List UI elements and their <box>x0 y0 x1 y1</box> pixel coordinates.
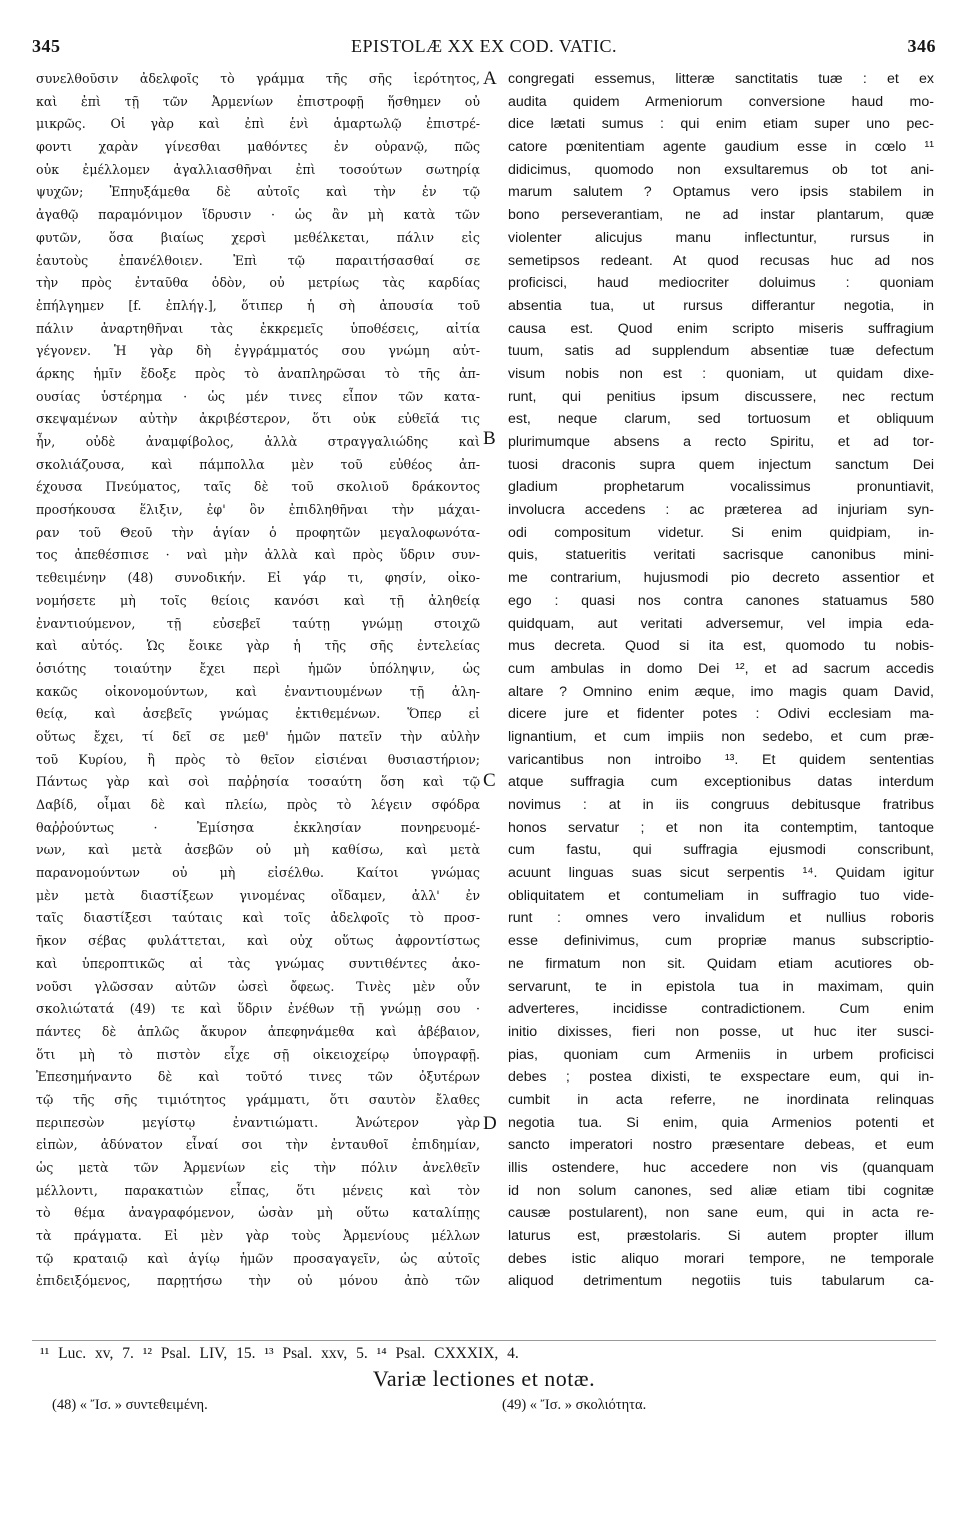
latin-text-line: ne firmatum non sit. Quidam etiam acutiores ob- <box>508 955 934 972</box>
latin-text-line: causæ postularent), non sane eum, qui in acta re- <box>508 1205 934 1222</box>
greek-text-line: θαῤῥούντως · Ἐμίσησα ἐκκλησίαν πονηρευομέ- <box>36 819 480 835</box>
latin-text-line: quis, statueritis veritati sacrisque canonibus mini- <box>508 547 934 564</box>
greek-text-line: τοῦ Κυρίου, ἢ πρὸς τὸ θεῖον εἰσιέναι θυσιαστήριον; <box>36 751 480 767</box>
greek-text-line: πάντες δὲ ἁπλῶς ἄκυρον ἀπεφηνάμεθα καὶ ἀβέβαιον, <box>36 1023 480 1039</box>
greek-text-line: άρκης ἡμῖν ἔδοξε πρὸς τὸ ἀναπληρῶσαι τὸ τῆς ἀπ- <box>36 365 480 381</box>
greek-text-line: φοντι χαρὰν γίνεσθαι μαθόντες ἐν οὐρανῷ, πῶς <box>36 139 480 155</box>
latin-text-line: mus decreta. Quod si ita est, quomodo tu nobis- <box>508 638 934 655</box>
greek-text-line: γέγονεν. Ἡ γὰρ δὴ ἐγγράμματός σου γνώμη αὐτ- <box>36 343 480 359</box>
greek-text-line: τὸ θέμα ἀναγραφόμενον, ὡσὰν μὴ οὕτω καταλίπῃς <box>36 1205 480 1221</box>
greek-text-line: τὰ πράγματα. Εἰ μὲν γὰρ τοὺς Ἀρμενίους μέλλων <box>36 1228 480 1244</box>
greek-text-line: έχουσα Πνεύματος, ταῖς δὲ τοῦ σκολιοῦ δράκοντος <box>36 479 480 495</box>
latin-text-line: me contrarium, hujusmodi pio decreto assentior et <box>508 570 934 587</box>
greek-text-line: καὶ αὐτός. Ὡς ἔοικε γὰρ ἡ τῆς σῆς ἐντελείας <box>36 638 480 654</box>
greek-text-line: παρανομούντων οὐ μὴ εἰσέλθω. Καίτοι γνώμας <box>36 865 480 881</box>
latin-text-line: audita quidem Armeniorum conversione haud mo- <box>508 93 934 110</box>
margin-marker-c: C <box>483 770 496 791</box>
latin-text-line: acuunt linguas suas sicut serpentis ¹⁴. Quidam igitur <box>508 865 934 882</box>
latin-text-line: laturus est, præstolaris. Si autem propter illum <box>508 1228 934 1245</box>
greek-text-line: τεθειμένην (48) συνοδικήν. Εἰ γάρ τι, φησίν, οἰκο- <box>36 570 480 586</box>
greek-text-line: ἀγαθῷ παραμόνιμον ἵδρυσιν · ὡς ἂν μὴ κατὰ τῶν <box>36 207 480 223</box>
latin-text-line: illis ostendere, huc accedere non vis (quanquam <box>508 1160 934 1176</box>
latin-text-line: tuum, satis ad supplendum absentiæ tuæ defectum <box>508 343 934 360</box>
greek-text-line: σκολιώτατά (49) τε καὶ ὕδριν ἐνέθων τῇ γνώμῃ σου · <box>36 1001 480 1017</box>
greek-text-line: καὶ ἐπὶ τῇ τῶν Ἀρμενίων ἐπιστροφῇ ἥσθημεν οὐ <box>36 93 480 109</box>
greek-text-line: ἐναντιούμενον, τῇ εὐσεβεῖ ταύτῃ γνώμῃ στοιχῶ <box>36 615 480 631</box>
greek-text-line: ταῖς διαστίξεσι ταύταις καὶ τοῖς ἀδελφοῖς τὸ προσ- <box>36 910 480 926</box>
margin-marker-d: D <box>483 1113 497 1134</box>
greek-text-line: ἐπιδειξόμενος, παρῃτήσω τὴν οὐ μόνου ἀπὸ τῶν <box>36 1273 480 1289</box>
greek-text-line: νομήσετε μὴ τοῖς θείοις κανόσι καὶ τῇ ἀληθείᾳ <box>36 592 480 608</box>
latin-text-line: altare ? Omnino enim æque, imo magis quam David, <box>508 683 934 700</box>
latin-text-line: novimus : at in iis congruus debitusque fratribus <box>508 797 934 813</box>
greek-text-line: προσήκουσα ἕλιξιν, ἐφ' ὃν ἐπιδληθῆναι τὴν μάχαι- <box>36 502 480 518</box>
greek-text-line: συνελθοῦσιν ἀδελφοῖς τὸ γράμμα τῆς σῆς ἱερότητος, <box>36 71 480 86</box>
latin-text-line: aliquod detrimentum negotiis tuis tabularum ca- <box>508 1273 934 1290</box>
running-title: EPISTOLÆ XX EX COD. VATIC. <box>350 36 618 56</box>
greek-text-line: ραν τοῦ Θεοῦ τὴν ἁγίαν ὁ προφητῶν μεγαλοφωνότα- <box>36 524 480 540</box>
greek-text-line: ὡς μετὰ τῶν Ἀρμενίων εἰς τὴν πόλιν ἀνελθεῖν <box>36 1160 480 1175</box>
latin-text-line: semetipsos redeant. At quod recusas huc ad nos <box>508 252 934 269</box>
greek-text-line: τὴν πρὸς ἐνταῦθα ὁδὸν, οὐ μετρίως τὰς καρδίας <box>36 275 480 291</box>
greek-text-line: τῷ κραταιῷ καὶ ἁγίῳ ἡμῶν προσαγαγεῖν, ὡς αὐτοῖς <box>36 1250 480 1266</box>
latin-text-line: negotia tua. Si enim, quia Armenios potenti et <box>508 1114 934 1131</box>
latin-column <box>508 68 934 1293</box>
variant-note-49: (49) « Ἴσ. » σκολιότητα. <box>502 1397 647 1413</box>
latin-text-line: lignantium, et cum impiis non sedebo, et cum præ- <box>508 728 934 745</box>
latin-text-line: cum ambulas in domo Dei ¹², et ad sacrum accedis <box>508 660 934 677</box>
greek-text-line: σκολιάζουσα, καὶ πάμπολλα μὲν τοῦ εὐθέος ἀπ- <box>36 456 480 472</box>
latin-text-line: debes istic aliquo morari tempore, ne temporale <box>508 1250 934 1267</box>
latin-text-line: obliquitatem et contumeliam in suffragio tuo vide- <box>508 887 934 904</box>
greek-text-line: οὐκ ἐμέλλομεν ἀγαλλιασθῆναι ἐπὶ τοσούτων σωτηρίᾳ <box>36 161 480 177</box>
margin-marker-a: A <box>483 68 497 89</box>
latin-text-line: odi compositum videtur. Si enim quidpiam, in- <box>508 524 934 541</box>
greek-text-line: ῆκον σέβας φυλάττεται, καὶ οὐχ οὕτως ἀφροντίστως <box>36 933 480 949</box>
greek-text-line: οὕτως ἔχει, τί δεῖ σε μεθ' ἡμῶν πατεῖν τὴν αὐλὴν <box>36 728 480 744</box>
greek-text-line: ἐπήλγημεν [f. ἐπλήγ.], ὅτιπερ ἡ σὴ ἀπουσία τοῦ <box>36 297 480 313</box>
variae-lectiones-heading: Variæ lectiones et notæ. <box>372 1366 596 1391</box>
latin-text-line: esse definivimus, cum propriæ manus subscriptio- <box>508 933 934 950</box>
greek-text-line: ἦν, οὐδὲ ἀναμφίβολος, ἀλλὰ στραγγαλιώδης καὶ <box>36 434 480 449</box>
latin-text-line: honos servatur ; et non ita contemptim, tantoque <box>508 819 934 836</box>
latin-text-line: quidquam, aut veritati adversemur, vel impia eda- <box>508 615 934 632</box>
footnotes: ¹¹ Luc. xv, 7. ¹² Psal. LIV, 15. ¹³ Psal. xxv, 5. ¹⁴ Psal. CXXXIX, 4. <box>40 1345 519 1362</box>
greek-text-line: εἰπὼν, ἀδύνατον εἶναί σοι τὴν ἐνταυθοῖ ἐπιδημίαν, <box>36 1137 480 1153</box>
latin-text-line: marum salutem ? Optamus vero ipsis stabilem in <box>508 184 934 201</box>
latin-text-line: causa est. Quod enim scripto miseris suffragium <box>508 320 934 337</box>
greek-text-line: περιπεσὼν μεγίστῳ ἐναντιώματι. Ἀνώτερον γὰρ <box>36 1114 480 1130</box>
latin-text-line: adverteres, incidisse contradictionem. Cum enim <box>508 1001 934 1018</box>
latin-text-line: cumbit in acta referre, ne inordinata relinquas <box>508 1091 934 1108</box>
greek-text-line: πάλιν ἀναρτηθῆναι τὰς ἐκκρεμεῖς ὑποθέσεις, αἰτία <box>36 320 480 336</box>
greek-text-line: Ἐπεσημήναντο δὲ καὶ τοῦτό τινες τῶν ὀξυτέρων <box>36 1069 480 1085</box>
greek-text-line: σκεψαμένων αὐτὴν ἀκριβέστερον, ὅτι οὐκ εὐθεῖά τις <box>36 411 480 427</box>
latin-text-line: gladium prophetarum vocalissimus pronuntiavit, <box>508 479 934 496</box>
latin-text-line: initio dixisses, fieri non posse, ut huc iter susci- <box>508 1023 934 1040</box>
greek-text-line: φυτῶν, ὅσα βιαίως χερσὶ μεθέλκεται, πάλιν εἰς <box>36 229 480 245</box>
greek-text-line: καὶ ὑπεροπτικῶς αἱ τὰς γνώμας συντιθέντες ἀκο- <box>36 955 480 971</box>
greek-text-line: ὅτι μὴ τὸ πιστὸν εἶχε σῇ οἰκειοχείρῳ ὑπογραφῇ. <box>36 1046 480 1062</box>
latin-text-line: est, neque clarum, sed tortuosum et obliquum <box>508 411 934 428</box>
margin-marker-b: B <box>483 428 496 449</box>
greek-text-line: νοῦσι γλῶσσαν αὐτῶν ὡσεὶ ὄφεως. Τινὲς μὲν οὖν <box>36 978 480 994</box>
page-number-left: 345 <box>32 36 61 56</box>
latin-text-line: varicantibus non introibo ¹³. Et quidem sententias <box>508 751 934 768</box>
greek-text-line: τος ἀπεθέσπισε · ναὶ μὴν ἀλλὰ καὶ πρὸς ὕδριν συν- <box>36 547 480 563</box>
running-header <box>32 36 936 66</box>
variant-note-48: (48) « Ἴσ. » συντεθειμένη. <box>52 1397 208 1413</box>
latin-text-line: atque suffragia cum exceptionibus datas interdum <box>508 774 934 791</box>
footnote-rule <box>32 1340 936 1341</box>
latin-text-line: involucra accedens : ac præterea ad injuriam syn- <box>508 502 934 519</box>
page-number-right: 346 <box>907 36 936 56</box>
greek-text-line: Πάντως γὰρ καὶ σοὶ παῤῥησία τοσαύτη ὅση καὶ τῷ <box>36 774 480 790</box>
latin-text-line: plurimumque absens a recto Spiritu, et ad tor- <box>508 434 934 450</box>
greek-text-line: ψυχῶν; Ἐπηυξάμεθα δὲ αὐτοῖς καὶ τὴν ἐν τῷ <box>36 184 480 200</box>
latin-text-line: cum fastu, qui suffragia ejusmodi conscribunt, <box>508 842 934 859</box>
latin-text-line: ego : quasi nos contra canones statuamus 580 <box>508 592 934 609</box>
latin-text-line: violenter alicujus manu inflectuntur, rursus in <box>508 229 934 246</box>
greek-text-line: τῷ τῆς σῆς τιμιότητος γράμματι, ὅτι σαυτὸν ἔλαθες <box>36 1091 480 1107</box>
latin-text-line: visum nobis non est : quoniam, ut quidam dixe- <box>508 365 934 382</box>
latin-text-line: debes ; postea dixisti, te exspectare eum, qui in- <box>508 1069 934 1086</box>
latin-text-line: pias, quoniam cum Armeniis in urbem proficisci <box>508 1046 934 1063</box>
greek-text-line: νων, καὶ μετὰ ἀσεβῶν οὐ μὴ καθίσω, καὶ μετὰ <box>36 842 480 858</box>
latin-text-line: runt : omnes vero invalidum et nullius roboris <box>508 910 934 927</box>
greek-text-line: μικρῶς. Οἱ γὰρ καὶ ἐπὶ ἑνὶ ἁμαρτωλῷ ἐπιστρέ- <box>36 116 480 132</box>
greek-text-line: μὲν μετὰ διαστίξεων γινομένας οἴδαμεν, ἀλλ' ἐν <box>36 887 480 903</box>
latin-text-line: bono perseverantiam, ne ad instar plantarum, quæ <box>508 207 934 224</box>
greek-text-line: μέλλοντι, παρακατιὼν εἶπας, ὅτι μένεις καὶ τὸν <box>36 1182 480 1198</box>
greek-text-line: θείᾳ, καὶ ἀσεβεῖς γνώμας ἐκτιθεμένων. Ὅπερ εἰ <box>36 706 480 722</box>
latin-text-line: id non solum canones, sed aliæ etiam tibi cognitæ <box>508 1182 934 1199</box>
latin-text-line: runt, qui penitius ipsum discussere, nec rectum <box>508 388 934 405</box>
latin-text-line: tuosi draconis supra quem injectum sanctum Dei <box>508 456 934 473</box>
latin-text-line: dicere jure et fidenter potes : Odivi ecclesiam ma- <box>508 706 934 723</box>
greek-text-line: Δαβίδ, οἶμαι δὲ καὶ πλείω, πρὸς τὸ λέγειν σφόδρα <box>36 797 480 812</box>
greek-column <box>36 68 480 1293</box>
latin-text-line: dice lætati sumus : qui enim etiam super uno pec- <box>508 116 934 133</box>
latin-text-line: absentia tua, ut rursus differantur negotia, in <box>508 297 934 314</box>
latin-text-line: servarunt, te in epistola tua in maximam, quin <box>508 978 934 995</box>
greek-text-line: ἑαυτοὺς ἐπανέλθοιεν. Ἐπὶ τῷ παραιτήσασθαί σε <box>36 252 480 268</box>
greek-text-line: ὁσιότης τοιαύτην ἔχει περὶ ἡμῶν ὑπόληψιν, ὡς <box>36 660 480 676</box>
latin-text-line: proficisci, haud mediocriter doluimus : quoniam <box>508 275 934 292</box>
greek-text-line: κακῶς οἰκονομούντων, καὶ ἐναντιουμένων τῇ ἀλη- <box>36 683 480 699</box>
latin-text-line: sancto imperatori nostro præsentare debeas, et eum <box>508 1137 934 1154</box>
latin-text-line: congregati essemus, litteræ sanctitatis tuæ : et ex <box>508 71 934 87</box>
latin-text-line: catore pœnitentiam agente gaudium esse in cœlo ¹¹ <box>508 139 934 156</box>
greek-text-line: ουσίας ὑστέρημα · ὡς μέν τινες εἶπον τῶν κατα- <box>36 388 480 404</box>
latin-text-line: didicimus, quomodo non exsultaremus ob tot ani- <box>508 161 934 178</box>
